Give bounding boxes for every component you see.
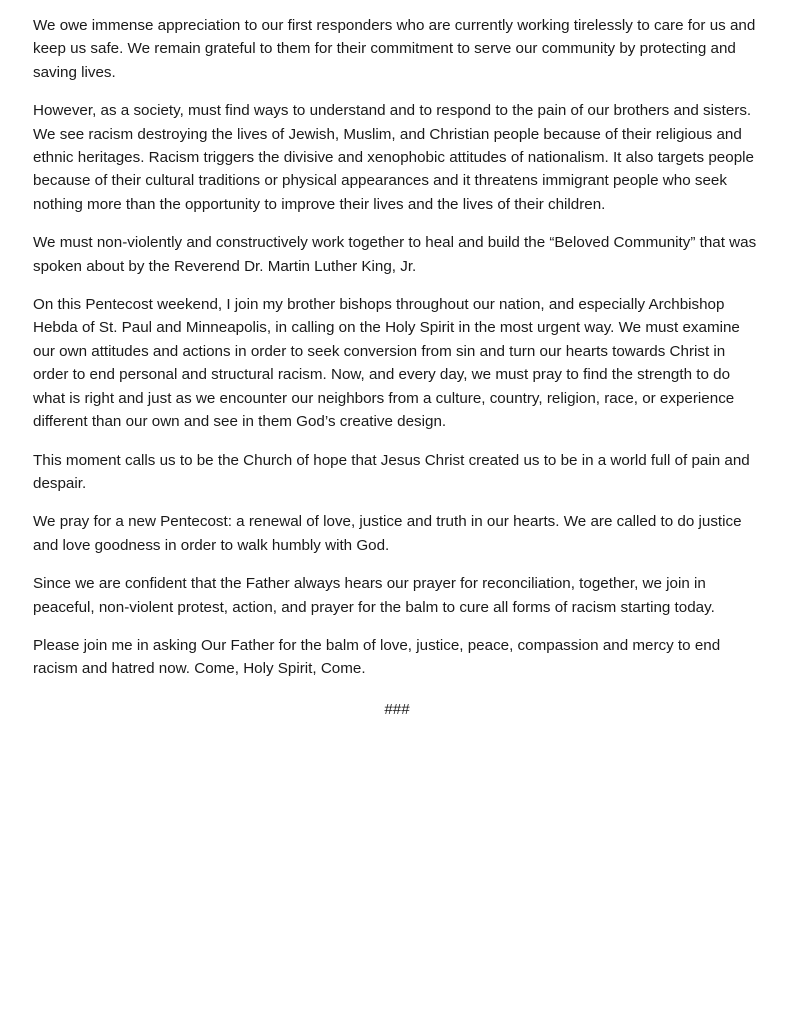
paragraph-new-pentecost: We pray for a new Pentecost: a renewal of love, justice and truth in our hearts. We are called to do justice and love goodness in order to walk humbly with God. xyxy=(33,513,742,554)
paragraph-first-responders: We owe immense appreciation to our first responders who are currently working tirelessly to care for us and keep us safe. We remain grateful to them for their commitment to serve our community by protecting and saving lives. xyxy=(33,17,756,81)
paragraph-closing-prayer: Please join me in asking Our Father for the balm of love, justice, peace, compassion and mercy to end racism and hatred now. Come, Holy Spirit, Come. xyxy=(33,636,721,678)
paragraph-pentecost-weekend: On this Pentecost weekend, I join my brother bishops throughout our nation, and especially Archbishop Hebda of St. Paul and Minneapolis, in calling on the Holy Spirit in the most urgent way. We must examine our own attitudes and actions in order to seek conversion from sin and turn our hearts towards Christ in order to end personal and structural racism. Now, and every day, we must pray to find the strength to do what is right and just as we encounter our neighbors from a culture, country, religion, race, or experience different than our own and see in them God’s creative design. xyxy=(33,296,740,431)
paragraph-society-racism: However, as a society, must find ways to understand and to respond to the pain of our brothers and sisters. We see racism destroying the lives of Jewish, Muslim, and Christian people because of their religious and ethnic heritages. Racism triggers the divisive and xenophobic attitudes of nationalism. It also targets people because of their cultural traditions or physical appearances and it threatens immigrant people who seek nothing more than the opportunity to improve their lives and the lives of their children. xyxy=(33,102,754,213)
paragraph-beloved-community: We must non-violently and constructively work together to heal and build the “Beloved Community” that was spoken about by the Reverend Dr. Martin Luther King, Jr. xyxy=(33,234,757,275)
paragraph-reconciliation: Since we are confident that the Father always hears our prayer for reconciliation, together, we join in peaceful, non-violent protest, action, and prayer for the balm to cure all forms of racism starting today. xyxy=(33,575,715,616)
end-mark: ### xyxy=(384,700,410,718)
document-page xyxy=(33,14,761,721)
paragraph-church-of-hope: This moment calls us to be the Church of hope that Jesus Christ created us to be in a world full of pain and despair. xyxy=(33,451,750,492)
